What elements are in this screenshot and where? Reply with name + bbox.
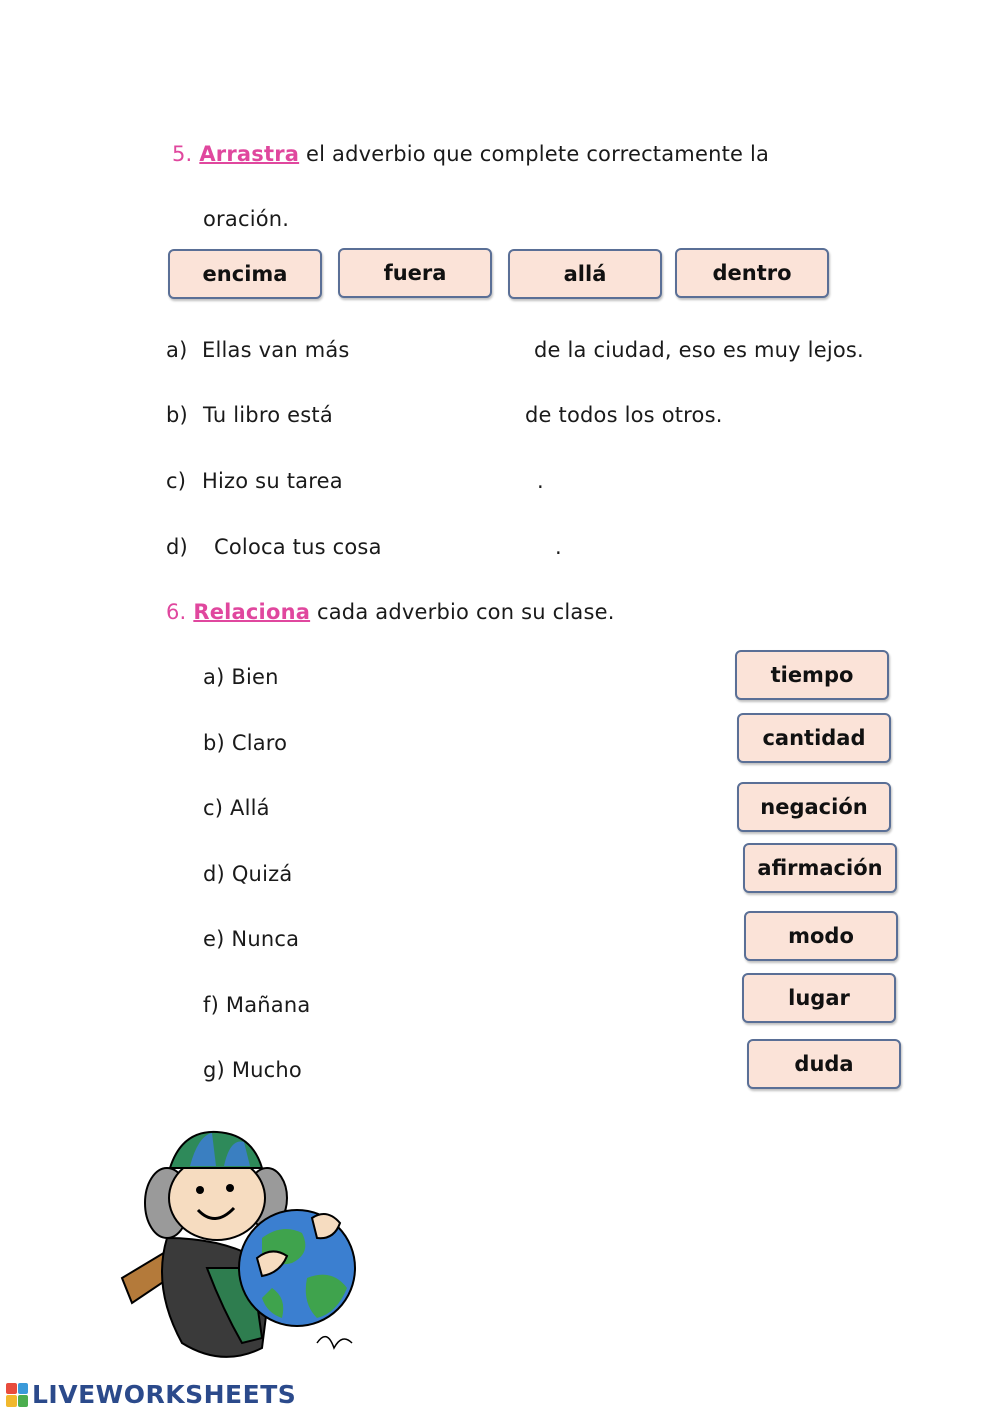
exercise-6-keyword: Relaciona bbox=[193, 600, 311, 624]
logo-mark-icon bbox=[6, 1383, 28, 1407]
chip-dentro[interactable]: dentro bbox=[675, 248, 829, 298]
class-chip-duda[interactable]: duda bbox=[747, 1039, 901, 1089]
sentence-d-label: d) bbox=[166, 535, 188, 559]
sentence-a-label: a) bbox=[166, 338, 188, 362]
class-chip-modo[interactable]: modo bbox=[744, 911, 898, 961]
exercise-6-number: 6. bbox=[166, 600, 187, 624]
item-e-word: Nunca bbox=[231, 927, 300, 951]
class-chip-cantidad[interactable]: cantidad bbox=[737, 713, 891, 763]
sentence-c-after: . bbox=[537, 469, 544, 493]
class-chip-afirmacion[interactable]: afirmación bbox=[743, 843, 897, 893]
item-b-word: Claro bbox=[231, 731, 288, 755]
item-e bbox=[203, 927, 299, 951]
exercise-5-heading bbox=[172, 142, 769, 166]
item-a bbox=[203, 665, 279, 689]
item-b-label: b) bbox=[203, 731, 225, 755]
exercise-5-keyword: Arrastra bbox=[199, 142, 300, 166]
exercise-6-heading bbox=[166, 600, 615, 624]
sentence-b-label: b) bbox=[166, 403, 188, 427]
item-f-word: Mañana bbox=[225, 993, 311, 1017]
item-g-word: Mucho bbox=[231, 1058, 302, 1082]
item-f-label: f) bbox=[203, 993, 219, 1017]
sentence-b-before: Tu libro está bbox=[203, 403, 333, 427]
item-d bbox=[203, 862, 292, 886]
exercise-5-instruction: el adverbio que complete correctamente la bbox=[299, 142, 770, 166]
class-chip-lugar[interactable]: lugar bbox=[742, 973, 896, 1023]
item-d-word: Quizá bbox=[231, 862, 293, 886]
sentence-a-before: Ellas van más bbox=[202, 338, 350, 362]
item-b bbox=[203, 731, 287, 755]
liveworksheets-logo[interactable] bbox=[6, 1380, 296, 1409]
chip-encima[interactable]: encima bbox=[168, 249, 322, 299]
item-c bbox=[203, 796, 270, 820]
item-d-label: d) bbox=[203, 862, 225, 886]
item-g bbox=[203, 1058, 302, 1082]
item-f bbox=[203, 993, 310, 1017]
exercise-6-instruction: cada adverbio con su clase. bbox=[310, 600, 615, 624]
sentence-d-after: . bbox=[555, 535, 562, 559]
item-c-label: c) bbox=[203, 796, 224, 820]
class-chip-tiempo[interactable]: tiempo bbox=[735, 650, 889, 700]
sentence-a-after: de la ciudad, eso es muy lejos. bbox=[534, 338, 864, 362]
item-a-label: a) bbox=[203, 665, 225, 689]
item-g-label: g) bbox=[203, 1058, 225, 1082]
sentence-c-before: Hizo su tarea bbox=[202, 469, 343, 493]
item-e-label: e) bbox=[203, 927, 225, 951]
sentence-b-after: de todos los otros. bbox=[525, 403, 723, 427]
mascot-globe-illustration bbox=[112, 1128, 372, 1378]
chip-alla[interactable]: allá bbox=[508, 249, 662, 299]
brand-name: LIVEWORKSHEETS bbox=[32, 1380, 297, 1409]
class-chip-negacion[interactable]: negación bbox=[737, 782, 891, 832]
sentence-d-before: Coloca tus cosa bbox=[214, 535, 382, 559]
item-c-word: Allá bbox=[230, 796, 270, 820]
exercise-5-instruction-line2: oración. bbox=[203, 207, 290, 231]
chip-fuera[interactable]: fuera bbox=[338, 248, 492, 298]
exercise-5-number: 5. bbox=[172, 142, 193, 166]
sentence-c-label: c) bbox=[166, 469, 187, 493]
item-a-word: Bien bbox=[231, 665, 279, 689]
